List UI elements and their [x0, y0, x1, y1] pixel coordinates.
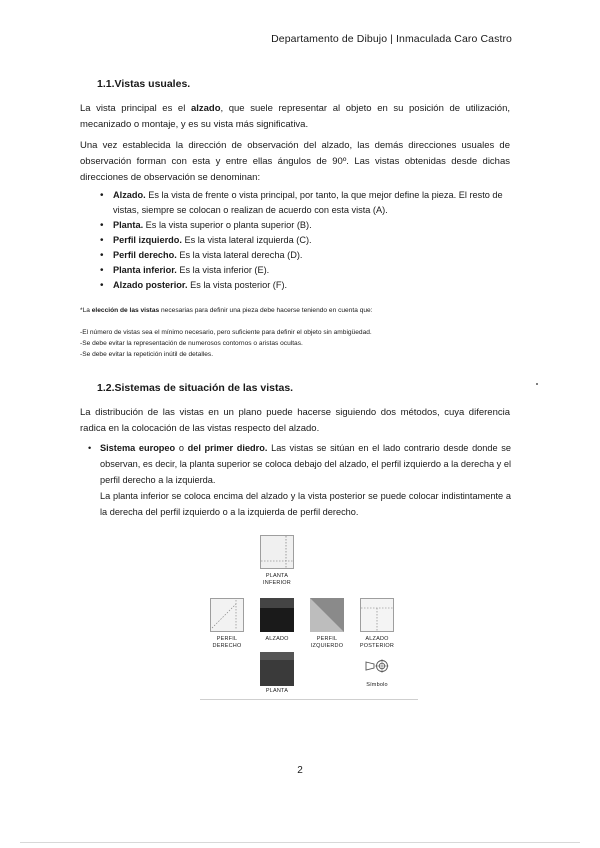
bullet-icon: •	[88, 443, 92, 453]
scan-speck	[536, 383, 538, 385]
list-item	[80, 263, 520, 278]
label-planta: PLANTA	[265, 688, 289, 694]
paragraph-directions: Una vez establecida la dirección de observación del alzado, las demás direcciones usuales de observación forman con esta y entre ellas ángulos de 90º. Las vistas obtenidas desde dichas direcciones de observación se denominan:	[80, 140, 510, 183]
view-desc: Es la vista de frente o vista principal, por tanto, la que mejor define la pieza. El resto de vistas, siempre se colocan o realizan de acuerdo con esta vista (A).	[113, 190, 503, 215]
bold-term: alzado	[190, 103, 221, 114]
planta-inferior-view	[260, 535, 294, 569]
text-run: La vista principal es el	[80, 103, 191, 114]
paragraph-alzado-intro	[80, 101, 510, 133]
diagram-baseline	[200, 699, 418, 700]
view-name: Planta inferior.	[113, 265, 177, 275]
text-run: *La	[80, 307, 92, 314]
views-diagram	[200, 535, 420, 705]
label-alzado: ALZADO	[265, 636, 289, 642]
text-run: o	[175, 443, 188, 453]
bold-term: Sistema europeo	[100, 443, 176, 453]
section-title-vistas-usuales: 1.1.Vistas usuales.	[97, 78, 191, 90]
paragraph-sistema-europeo	[88, 440, 511, 520]
bold-term: elección de las vistas	[91, 307, 160, 314]
label-planta-inferior: PLANTA INFERIOR	[263, 573, 291, 586]
view-name: Perfil derecho.	[113, 250, 177, 260]
first-angle-symbol-icon	[365, 658, 389, 674]
label-simbolo: Símbolo	[366, 682, 388, 688]
note-eleccion	[80, 305, 373, 316]
label-alzado-posterior: ALZADO POSTERIOR	[359, 636, 395, 649]
bold-term: del primer diedro.	[187, 443, 268, 453]
view-name: Perfil izquierdo.	[113, 235, 182, 245]
list-item	[80, 233, 520, 248]
text-run: , que suele representar al objeto en su posición de utilización, mecanizado o montaje, y es su vista más significativa.	[80, 103, 510, 130]
section-title-sistemas: 1.2.Sistemas de situación de las vistas.	[97, 382, 294, 394]
label-perfil-derecho: PERFIL DERECHO	[212, 636, 242, 649]
rule-item: -El número de vistas sea el mínimo necesario, pero suficiente para definir el objeto sin ambigüedad.	[80, 329, 372, 336]
view-desc: Es la vista lateral derecha (D).	[176, 250, 303, 260]
view-desc: Es la vista posterior (F).	[187, 280, 288, 290]
scan-edge	[20, 842, 580, 843]
text-run: Las vistas se sitúan en el lado contrario desde donde se observan, es decir, la planta superior se coloca debajo del alzado, el perfil izquierdo a la derecha y el perfil derecho a la izquierda.	[100, 443, 511, 485]
planta-view	[260, 652, 294, 686]
alzado-posterior-view	[360, 598, 394, 632]
perfil-derecho-view	[210, 598, 244, 632]
list-item	[80, 278, 520, 293]
text-run: necesarias para definir una pieza debe hacerse teniendo en cuenta que:	[159, 307, 373, 314]
list-item	[80, 188, 520, 218]
views-list	[80, 188, 520, 293]
view-desc: Es la vista lateral izquierda (C).	[181, 235, 312, 245]
rule-item: -Se debe evitar la representación de numerosos contornos o aristas ocultas.	[80, 340, 303, 347]
page-header: Departamento de Dibujo | Inmaculada Caro Castro	[271, 33, 512, 45]
page-number: 2	[297, 765, 303, 776]
paragraph-distribucion: La distribución de las vistas en un plano puede hacerse siguiendo dos métodos, cuya diferencia radica en la colocación de las vistas respecto del alzado.	[80, 407, 510, 434]
perfil-izquierdo-view	[310, 598, 344, 632]
view-desc: Es la vista inferior (E).	[176, 265, 270, 275]
text-run: La planta inferior se coloca encima del alzado y la vista posterior se puede colocar indistintamente a la derecha del perfil izquierdo o a la izquierda de perfil derecho.	[100, 491, 511, 517]
rule-item: -Se debe evitar la repetición inútil de detalles.	[80, 351, 214, 358]
list-item	[80, 248, 520, 263]
alzado-view	[260, 598, 294, 632]
list-item	[80, 218, 520, 233]
view-name: Planta.	[113, 220, 144, 230]
view-name: Alzado.	[113, 190, 146, 200]
label-perfil-izquierdo: PERFIL IZQUIERDO	[310, 636, 344, 649]
view-name: Alzado posterior.	[113, 280, 188, 290]
view-desc: Es la vista superior o planta superior (B).	[143, 220, 312, 230]
